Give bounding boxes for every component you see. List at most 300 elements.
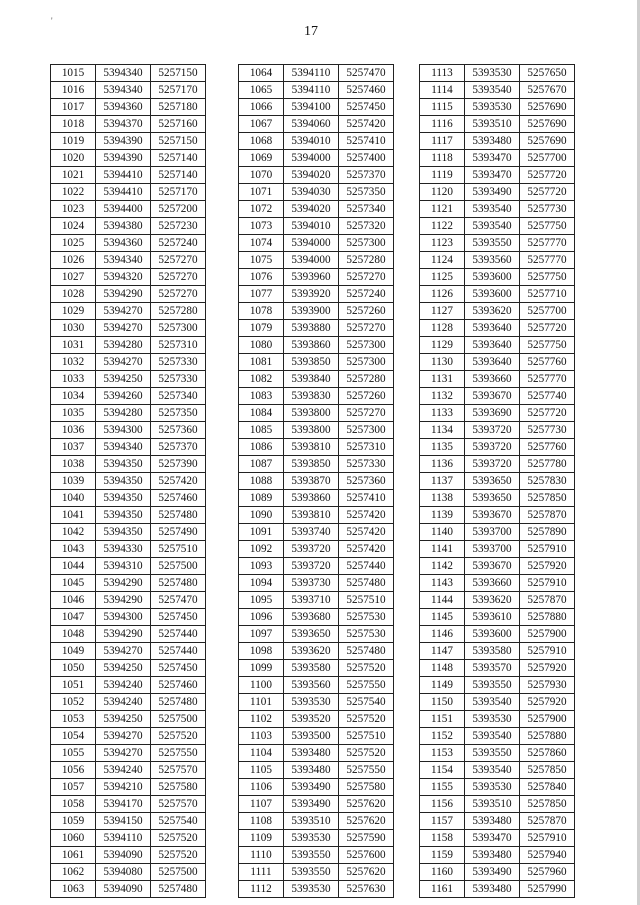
y-coordinate-cell: 5257870 <box>520 813 575 830</box>
x-coordinate-cell: 5393480 <box>465 813 520 830</box>
point-number-cell: 1155 <box>420 779 465 796</box>
table-row <box>51 116 206 133</box>
point-number-cell: 1105 <box>239 762 284 779</box>
x-coordinate-cell: 5394010 <box>284 218 339 235</box>
x-coordinate-cell: 5393640 <box>465 354 520 371</box>
table-row <box>239 711 394 728</box>
y-coordinate-cell: 5257470 <box>151 592 206 609</box>
y-coordinate-cell: 5257540 <box>339 694 394 711</box>
y-coordinate-cell: 5257710 <box>520 286 575 303</box>
point-number-cell: 1147 <box>420 643 465 660</box>
point-number-cell: 1132 <box>420 388 465 405</box>
table-row <box>239 337 394 354</box>
table-row <box>239 133 394 150</box>
y-coordinate-cell: 5257690 <box>520 99 575 116</box>
point-number-cell: 1039 <box>51 473 96 490</box>
x-coordinate-cell: 5394380 <box>96 218 151 235</box>
table-row <box>420 201 575 218</box>
point-number-cell: 1066 <box>239 99 284 116</box>
x-coordinate-cell: 5394410 <box>96 184 151 201</box>
point-number-cell: 1104 <box>239 745 284 762</box>
table-row <box>420 694 575 711</box>
table-row <box>420 337 575 354</box>
x-coordinate-cell: 5393830 <box>284 388 339 405</box>
x-coordinate-cell: 5393480 <box>465 881 520 898</box>
table-row <box>239 660 394 677</box>
point-number-cell: 1067 <box>239 116 284 133</box>
y-coordinate-cell: 5257480 <box>151 507 206 524</box>
table-row <box>420 116 575 133</box>
table-row <box>239 677 394 694</box>
y-coordinate-cell: 5257700 <box>520 303 575 320</box>
coordinates-table-3 <box>419 64 575 898</box>
table-row <box>239 320 394 337</box>
point-number-cell: 1065 <box>239 82 284 99</box>
point-number-cell: 1024 <box>51 218 96 235</box>
x-coordinate-cell: 5393720 <box>465 439 520 456</box>
point-number-cell: 1116 <box>420 116 465 133</box>
x-coordinate-cell: 5393600 <box>465 269 520 286</box>
y-coordinate-cell: 5257270 <box>151 286 206 303</box>
x-coordinate-cell: 5394000 <box>284 150 339 167</box>
y-coordinate-cell: 5257160 <box>151 116 206 133</box>
table-row <box>239 269 394 286</box>
x-coordinate-cell: 5393620 <box>284 643 339 660</box>
point-number-cell: 1150 <box>420 694 465 711</box>
y-coordinate-cell: 5257360 <box>339 473 394 490</box>
y-coordinate-cell: 5257780 <box>520 456 575 473</box>
table-row <box>51 541 206 558</box>
y-coordinate-cell: 5257270 <box>339 405 394 422</box>
y-coordinate-cell: 5257770 <box>520 371 575 388</box>
point-number-cell: 1082 <box>239 371 284 388</box>
point-number-cell: 1109 <box>239 830 284 847</box>
point-number-cell: 1063 <box>51 881 96 898</box>
y-coordinate-cell: 5257170 <box>151 184 206 201</box>
y-coordinate-cell: 5257920 <box>520 694 575 711</box>
table-row <box>51 269 206 286</box>
table-row <box>51 167 206 184</box>
table-row <box>51 371 206 388</box>
y-coordinate-cell: 5257500 <box>151 558 206 575</box>
x-coordinate-cell: 5393900 <box>284 303 339 320</box>
y-coordinate-cell: 5257520 <box>151 847 206 864</box>
point-number-cell: 1069 <box>239 150 284 167</box>
table-row <box>420 779 575 796</box>
x-coordinate-cell: 5393700 <box>465 524 520 541</box>
table-row <box>420 728 575 745</box>
x-coordinate-cell: 5394090 <box>96 881 151 898</box>
table-row <box>420 371 575 388</box>
table-row <box>420 184 575 201</box>
point-number-cell: 1098 <box>239 643 284 660</box>
table-row <box>239 490 394 507</box>
x-coordinate-cell: 5393650 <box>465 473 520 490</box>
table-row <box>51 677 206 694</box>
x-coordinate-cell: 5394270 <box>96 745 151 762</box>
table-row <box>239 150 394 167</box>
table-row <box>239 796 394 813</box>
table-row <box>51 745 206 762</box>
table-row <box>420 541 575 558</box>
y-coordinate-cell: 5257720 <box>520 320 575 337</box>
point-number-cell: 1107 <box>239 796 284 813</box>
y-coordinate-cell: 5257690 <box>520 133 575 150</box>
point-number-cell: 1122 <box>420 218 465 235</box>
y-coordinate-cell: 5257520 <box>339 745 394 762</box>
x-coordinate-cell: 5394000 <box>284 252 339 269</box>
y-coordinate-cell: 5257240 <box>339 286 394 303</box>
point-number-cell: 1125 <box>420 269 465 286</box>
x-coordinate-cell: 5393740 <box>284 524 339 541</box>
table-row <box>239 694 394 711</box>
point-number-cell: 1101 <box>239 694 284 711</box>
x-coordinate-cell: 5394260 <box>96 388 151 405</box>
x-coordinate-cell: 5393860 <box>284 337 339 354</box>
table-row <box>51 813 206 830</box>
table-row <box>51 150 206 167</box>
x-coordinate-cell: 5393530 <box>284 881 339 898</box>
y-coordinate-cell: 5257870 <box>520 592 575 609</box>
point-number-cell: 1027 <box>51 269 96 286</box>
point-number-cell: 1044 <box>51 558 96 575</box>
x-coordinate-cell: 5393730 <box>284 575 339 592</box>
x-coordinate-cell: 5394320 <box>96 269 151 286</box>
table-row <box>420 439 575 456</box>
table-row <box>239 218 394 235</box>
x-coordinate-cell: 5394350 <box>96 473 151 490</box>
table-row <box>51 796 206 813</box>
y-coordinate-cell: 5257510 <box>339 728 394 745</box>
table-row <box>420 286 575 303</box>
x-coordinate-cell: 5394340 <box>96 252 151 269</box>
x-coordinate-cell: 5393660 <box>465 575 520 592</box>
point-number-cell: 1034 <box>51 388 96 405</box>
x-coordinate-cell: 5394350 <box>96 524 151 541</box>
y-coordinate-cell: 5257310 <box>339 439 394 456</box>
x-coordinate-cell: 5394290 <box>96 592 151 609</box>
table-row <box>420 150 575 167</box>
y-coordinate-cell: 5257320 <box>339 218 394 235</box>
point-number-cell: 1103 <box>239 728 284 745</box>
point-number-cell: 1054 <box>51 728 96 745</box>
y-coordinate-cell: 5257460 <box>151 677 206 694</box>
x-coordinate-cell: 5394340 <box>96 439 151 456</box>
y-coordinate-cell: 5257570 <box>151 762 206 779</box>
x-coordinate-cell: 5393670 <box>465 507 520 524</box>
point-number-cell: 1130 <box>420 354 465 371</box>
table-row <box>51 881 206 898</box>
table-row <box>239 65 394 82</box>
x-coordinate-cell: 5394110 <box>284 82 339 99</box>
table-row <box>239 847 394 864</box>
point-number-cell: 1141 <box>420 541 465 558</box>
point-number-cell: 1156 <box>420 796 465 813</box>
table-row <box>420 558 575 575</box>
point-number-cell: 1081 <box>239 354 284 371</box>
point-number-cell: 1026 <box>51 252 96 269</box>
table-row <box>420 881 575 898</box>
x-coordinate-cell: 5394000 <box>284 235 339 252</box>
point-number-cell: 1131 <box>420 371 465 388</box>
y-coordinate-cell: 5257930 <box>520 677 575 694</box>
point-number-cell: 1078 <box>239 303 284 320</box>
x-coordinate-cell: 5393680 <box>284 609 339 626</box>
x-coordinate-cell: 5394280 <box>96 405 151 422</box>
point-number-cell: 1018 <box>51 116 96 133</box>
y-coordinate-cell: 5257410 <box>339 133 394 150</box>
x-coordinate-cell: 5393640 <box>465 320 520 337</box>
point-number-cell: 1144 <box>420 592 465 609</box>
point-number-cell: 1053 <box>51 711 96 728</box>
y-coordinate-cell: 5257510 <box>339 592 394 609</box>
point-number-cell: 1129 <box>420 337 465 354</box>
x-coordinate-cell: 5393690 <box>465 405 520 422</box>
y-coordinate-cell: 5257150 <box>151 133 206 150</box>
x-coordinate-cell: 5394290 <box>96 626 151 643</box>
table-row <box>420 745 575 762</box>
y-coordinate-cell: 5257460 <box>151 490 206 507</box>
y-coordinate-cell: 5257200 <box>151 201 206 218</box>
point-number-cell: 1031 <box>51 337 96 354</box>
y-coordinate-cell: 5257570 <box>151 796 206 813</box>
x-coordinate-cell: 5394360 <box>96 99 151 116</box>
point-number-cell: 1035 <box>51 405 96 422</box>
point-number-cell: 1030 <box>51 320 96 337</box>
table-row <box>239 82 394 99</box>
point-number-cell: 1138 <box>420 490 465 507</box>
table-row <box>51 728 206 745</box>
x-coordinate-cell: 5393720 <box>284 541 339 558</box>
y-coordinate-cell: 5257140 <box>151 150 206 167</box>
y-coordinate-cell: 5257690 <box>520 116 575 133</box>
point-number-cell: 1032 <box>51 354 96 371</box>
point-number-cell: 1061 <box>51 847 96 864</box>
point-number-cell: 1046 <box>51 592 96 609</box>
x-coordinate-cell: 5393470 <box>465 150 520 167</box>
table-row <box>51 303 206 320</box>
x-coordinate-cell: 5394090 <box>96 847 151 864</box>
x-coordinate-cell: 5394240 <box>96 762 151 779</box>
y-coordinate-cell: 5257300 <box>339 337 394 354</box>
table-row <box>420 303 575 320</box>
x-coordinate-cell: 5394270 <box>96 728 151 745</box>
x-coordinate-cell: 5393840 <box>284 371 339 388</box>
y-coordinate-cell: 5257750 <box>520 269 575 286</box>
point-number-cell: 1080 <box>239 337 284 354</box>
y-coordinate-cell: 5257550 <box>339 762 394 779</box>
table-row <box>239 422 394 439</box>
point-number-cell: 1025 <box>51 235 96 252</box>
table-row <box>239 779 394 796</box>
x-coordinate-cell: 5393470 <box>465 167 520 184</box>
x-coordinate-cell: 5393490 <box>465 864 520 881</box>
point-number-cell: 1075 <box>239 252 284 269</box>
point-number-cell: 1021 <box>51 167 96 184</box>
table-row <box>51 252 206 269</box>
y-coordinate-cell: 5257480 <box>339 643 394 660</box>
x-coordinate-cell: 5393710 <box>284 592 339 609</box>
x-coordinate-cell: 5393510 <box>465 796 520 813</box>
point-number-cell: 1022 <box>51 184 96 201</box>
table-row <box>420 864 575 881</box>
table-row <box>51 65 206 82</box>
table-row <box>420 609 575 626</box>
point-number-cell: 1120 <box>420 184 465 201</box>
point-number-cell: 1016 <box>51 82 96 99</box>
table-row <box>239 439 394 456</box>
table-row <box>420 796 575 813</box>
y-coordinate-cell: 5257940 <box>520 847 575 864</box>
point-number-cell: 1097 <box>239 626 284 643</box>
table-row <box>51 575 206 592</box>
point-number-cell: 1115 <box>420 99 465 116</box>
y-coordinate-cell: 5257310 <box>151 337 206 354</box>
y-coordinate-cell: 5257630 <box>339 881 394 898</box>
y-coordinate-cell: 5257260 <box>339 303 394 320</box>
point-number-cell: 1023 <box>51 201 96 218</box>
y-coordinate-cell: 5257600 <box>339 847 394 864</box>
point-number-cell: 1114 <box>420 82 465 99</box>
x-coordinate-cell: 5393560 <box>284 677 339 694</box>
y-coordinate-cell: 5257350 <box>151 405 206 422</box>
point-number-cell: 1017 <box>51 99 96 116</box>
y-coordinate-cell: 5257580 <box>339 779 394 796</box>
table-row <box>420 354 575 371</box>
point-number-cell: 1139 <box>420 507 465 524</box>
y-coordinate-cell: 5257720 <box>520 184 575 201</box>
x-coordinate-cell: 5393480 <box>284 745 339 762</box>
y-coordinate-cell: 5257760 <box>520 439 575 456</box>
x-coordinate-cell: 5393530 <box>284 830 339 847</box>
x-coordinate-cell: 5393490 <box>284 779 339 796</box>
x-coordinate-cell: 5393650 <box>284 626 339 643</box>
x-coordinate-cell: 5394270 <box>96 643 151 660</box>
table-row <box>51 524 206 541</box>
y-coordinate-cell: 5257580 <box>151 779 206 796</box>
y-coordinate-cell: 5257150 <box>151 65 206 82</box>
x-coordinate-cell: 5394250 <box>96 660 151 677</box>
y-coordinate-cell: 5257240 <box>151 235 206 252</box>
table-row <box>51 218 206 235</box>
x-coordinate-cell: 5393720 <box>284 558 339 575</box>
point-number-cell: 1093 <box>239 558 284 575</box>
x-coordinate-cell: 5394360 <box>96 235 151 252</box>
table-row <box>420 524 575 541</box>
point-number-cell: 1048 <box>51 626 96 643</box>
y-coordinate-cell: 5257750 <box>520 218 575 235</box>
x-coordinate-cell: 5393530 <box>465 99 520 116</box>
x-coordinate-cell: 5394340 <box>96 65 151 82</box>
y-coordinate-cell: 5257870 <box>520 507 575 524</box>
point-number-cell: 1127 <box>420 303 465 320</box>
x-coordinate-cell: 5393860 <box>284 490 339 507</box>
point-number-cell: 1085 <box>239 422 284 439</box>
y-coordinate-cell: 5257140 <box>151 167 206 184</box>
y-coordinate-cell: 5257900 <box>520 626 575 643</box>
table-row <box>51 456 206 473</box>
point-number-cell: 1089 <box>239 490 284 507</box>
table-row <box>239 456 394 473</box>
x-coordinate-cell: 5394340 <box>96 82 151 99</box>
y-coordinate-cell: 5257510 <box>151 541 206 558</box>
y-coordinate-cell: 5257480 <box>151 575 206 592</box>
x-coordinate-cell: 5393530 <box>465 779 520 796</box>
y-coordinate-cell: 5257520 <box>339 711 394 728</box>
point-number-cell: 1073 <box>239 218 284 235</box>
table-row <box>420 626 575 643</box>
point-number-cell: 1112 <box>239 881 284 898</box>
point-number-cell: 1064 <box>239 65 284 82</box>
point-number-cell: 1076 <box>239 269 284 286</box>
point-number-cell: 1042 <box>51 524 96 541</box>
table-row <box>420 252 575 269</box>
y-coordinate-cell: 5257300 <box>339 235 394 252</box>
x-coordinate-cell: 5393560 <box>465 252 520 269</box>
table-row <box>420 830 575 847</box>
table-row <box>51 507 206 524</box>
y-coordinate-cell: 5257850 <box>520 796 575 813</box>
x-coordinate-cell: 5394110 <box>96 830 151 847</box>
x-coordinate-cell: 5393500 <box>284 728 339 745</box>
table-row <box>420 218 575 235</box>
y-coordinate-cell: 5257750 <box>520 337 575 354</box>
x-coordinate-cell: 5393510 <box>284 813 339 830</box>
x-coordinate-cell: 5393510 <box>465 116 520 133</box>
y-coordinate-cell: 5257270 <box>151 269 206 286</box>
table-row <box>420 133 575 150</box>
y-coordinate-cell: 5257420 <box>339 541 394 558</box>
table-row <box>420 388 575 405</box>
point-number-cell: 1051 <box>51 677 96 694</box>
x-coordinate-cell: 5394250 <box>96 371 151 388</box>
y-coordinate-cell: 5257270 <box>339 269 394 286</box>
x-coordinate-cell: 5393810 <box>284 507 339 524</box>
table-row <box>51 286 206 303</box>
x-coordinate-cell: 5394290 <box>96 286 151 303</box>
point-number-cell: 1108 <box>239 813 284 830</box>
point-number-cell: 1134 <box>420 422 465 439</box>
x-coordinate-cell: 5393540 <box>465 762 520 779</box>
table-row <box>239 626 394 643</box>
point-number-cell: 1143 <box>420 575 465 592</box>
point-number-cell: 1033 <box>51 371 96 388</box>
table-row <box>51 82 206 99</box>
x-coordinate-cell: 5393550 <box>465 745 520 762</box>
point-number-cell: 1159 <box>420 847 465 864</box>
table-row <box>239 609 394 626</box>
y-coordinate-cell: 5257180 <box>151 99 206 116</box>
x-coordinate-cell: 5394410 <box>96 167 151 184</box>
y-coordinate-cell: 5257730 <box>520 422 575 439</box>
table-row <box>51 711 206 728</box>
y-coordinate-cell: 5257330 <box>339 456 394 473</box>
table-row <box>239 167 394 184</box>
table-row <box>420 762 575 779</box>
table-row <box>51 337 206 354</box>
x-coordinate-cell: 5393620 <box>465 303 520 320</box>
table-row <box>239 541 394 558</box>
x-coordinate-cell: 5393670 <box>465 558 520 575</box>
point-number-cell: 1060 <box>51 830 96 847</box>
x-coordinate-cell: 5394310 <box>96 558 151 575</box>
x-coordinate-cell: 5394350 <box>96 507 151 524</box>
point-number-cell: 1015 <box>51 65 96 82</box>
x-coordinate-cell: 5394240 <box>96 694 151 711</box>
table-row <box>51 388 206 405</box>
table-row <box>51 558 206 575</box>
x-coordinate-cell: 5393640 <box>465 337 520 354</box>
